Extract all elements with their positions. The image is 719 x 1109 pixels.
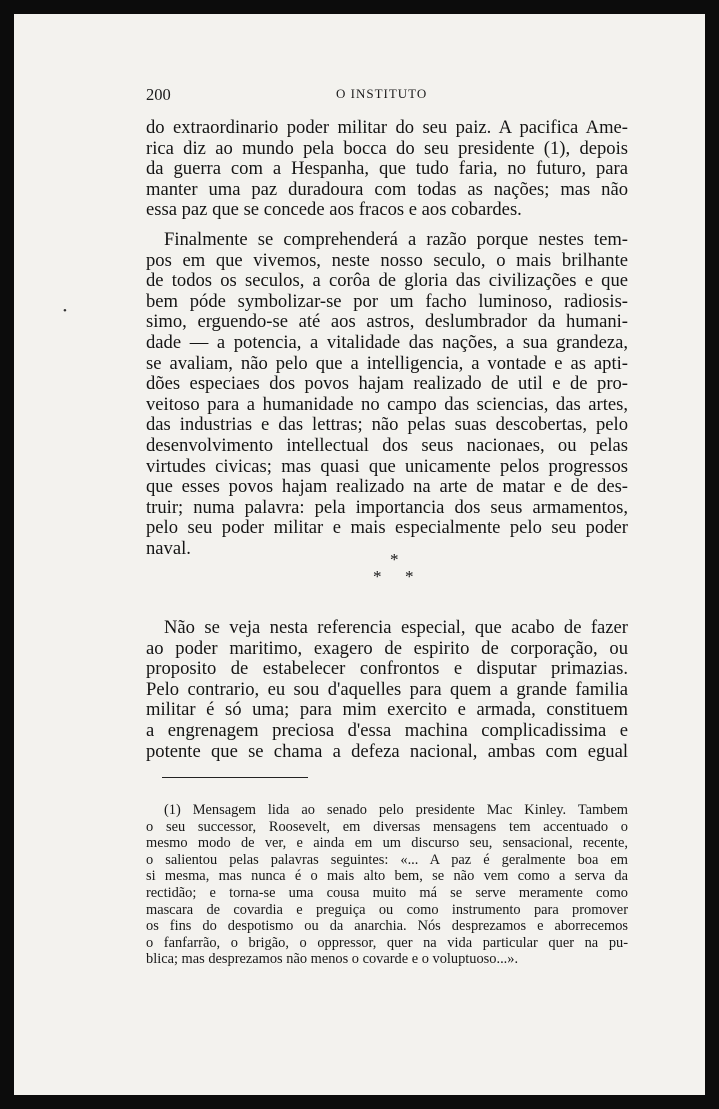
text-line: se avaliam, não pelo que a intelligencia, a vontade e as apti- xyxy=(146,352,628,374)
text-line: veitoso para a humanidade no campo das sciencias, das artes, xyxy=(146,393,628,415)
running-title: O INSTITUTO xyxy=(336,86,428,101)
footnote-line: mesmo modo de ver, e ainda em um discurso seu, sensacional, recente, xyxy=(146,835,628,852)
text-line: bem póde symbolizar-se por um facho luminoso, radiosis- xyxy=(146,290,628,312)
text-line: dade — a potencia, a vitalidade das nações, a sua grandeza, xyxy=(146,331,628,353)
text-line: essa paz que se concede aos fracos e aos cobardes. xyxy=(146,199,522,221)
footnote-line: os fins do despotismo ou da anarchia. Nós desprezamos e aborrecemos xyxy=(146,918,628,935)
text-line: potente que se chama a defeza nacional, ambas com egual xyxy=(146,740,628,762)
text-line: manter uma paz duradoura com todas as nações; mas não xyxy=(146,178,628,200)
section-break xyxy=(0,545,719,585)
text-line: Finalmente se comprehenderá a razão porque nestes tem- xyxy=(164,229,628,250)
section-star: * xyxy=(405,567,414,586)
footnote-line: (1) Mensagem lida ao senado pelo presidente Mac Kinley. Tambem xyxy=(164,802,628,818)
text-line: pelo seu poder militar e mais especialmente pelo seu poder xyxy=(146,517,628,539)
text-line: de todos os seculos, a corôa de gloria das civilizações e que xyxy=(146,270,628,292)
paragraph-1 xyxy=(146,118,628,221)
text-line: militar é só uma; para mim exercito e armada, constituem xyxy=(146,699,628,721)
text-line: simo, erguendo-se até aos astros, deslumbrador da humani- xyxy=(146,311,628,333)
footnote-rule xyxy=(162,777,308,778)
footnote-line: o seu successor, Roosevelt, em diversas mensagens tem accentuado o xyxy=(146,818,628,835)
footnote-line: o fanfarrão, o brigão, o oppressor, quer na vida particular quer na pu- xyxy=(146,934,628,951)
footnote-line: o salientou pelas palavras seguintes: «... A paz é geralmente boa em xyxy=(146,851,628,868)
text-line: da guerra com a Hespanha, que tudo faria, no futuro, para xyxy=(146,158,628,180)
text-line: truir; numa palavra: pela importancia dos seus armamentos, xyxy=(146,496,628,518)
text-line: do extraordinario poder militar do seu paiz. A pacifica Ame- xyxy=(146,117,628,138)
text-line: a engrenagem preciosa d'essa machina complicadissima e xyxy=(146,719,628,741)
footnote-line: mascara de covardia e preguiça ou como instrumento para promover xyxy=(146,901,628,918)
page-header xyxy=(146,85,628,109)
text-line: Pelo contrario, eu sou d'aquelles para quem a grande familia xyxy=(146,678,628,700)
text-line: ao poder maritimo, exagero de espirito de corporação, ou xyxy=(146,637,628,659)
paragraph-3 xyxy=(146,618,628,762)
text-line: rica diz ao mundo pela bocca do seu presidente (1), depois xyxy=(146,137,628,159)
text-line: que esses povos hajam realizado na arte de matar e de des- xyxy=(146,476,628,498)
footnote-line: rectidão; e torna-se uma cousa muito má se serve meramente como xyxy=(146,884,628,901)
page-number: 200 xyxy=(146,85,171,104)
footnote xyxy=(146,802,628,968)
section-star: * xyxy=(390,550,399,569)
text-line: desenvolvimento intellectual dos seus nacionaes, ou pelas xyxy=(146,434,628,456)
footnote-line: blica; mas desprezamos não menos o covarde e o voluptuoso...». xyxy=(146,951,519,968)
paragraph-2 xyxy=(146,230,628,560)
text-line: naval. xyxy=(146,537,191,559)
text-line: dões especiaes dos povos hajam realizado de util e de pro- xyxy=(146,373,628,395)
text-line: das industrias e das lettras; não pelas suas descobertas, pelo xyxy=(146,414,628,436)
margin-mark: • xyxy=(63,305,67,317)
text-line: virtudes civicas; mas quasi que unicamente pelos progressos xyxy=(146,455,628,477)
text-line: pos em que vivemos, neste nosso seculo, o mais brilhante xyxy=(146,249,628,271)
text-line: proposito de estabelecer confrontos e disputar primazias. xyxy=(146,658,628,680)
text-line: Não se veja nesta referencia especial, que acabo de fazer xyxy=(164,617,628,638)
footnote-line: si mesma, mas nunca é o mais alto bem, se não vem como a serva da xyxy=(146,868,628,885)
section-star: * xyxy=(373,567,382,586)
